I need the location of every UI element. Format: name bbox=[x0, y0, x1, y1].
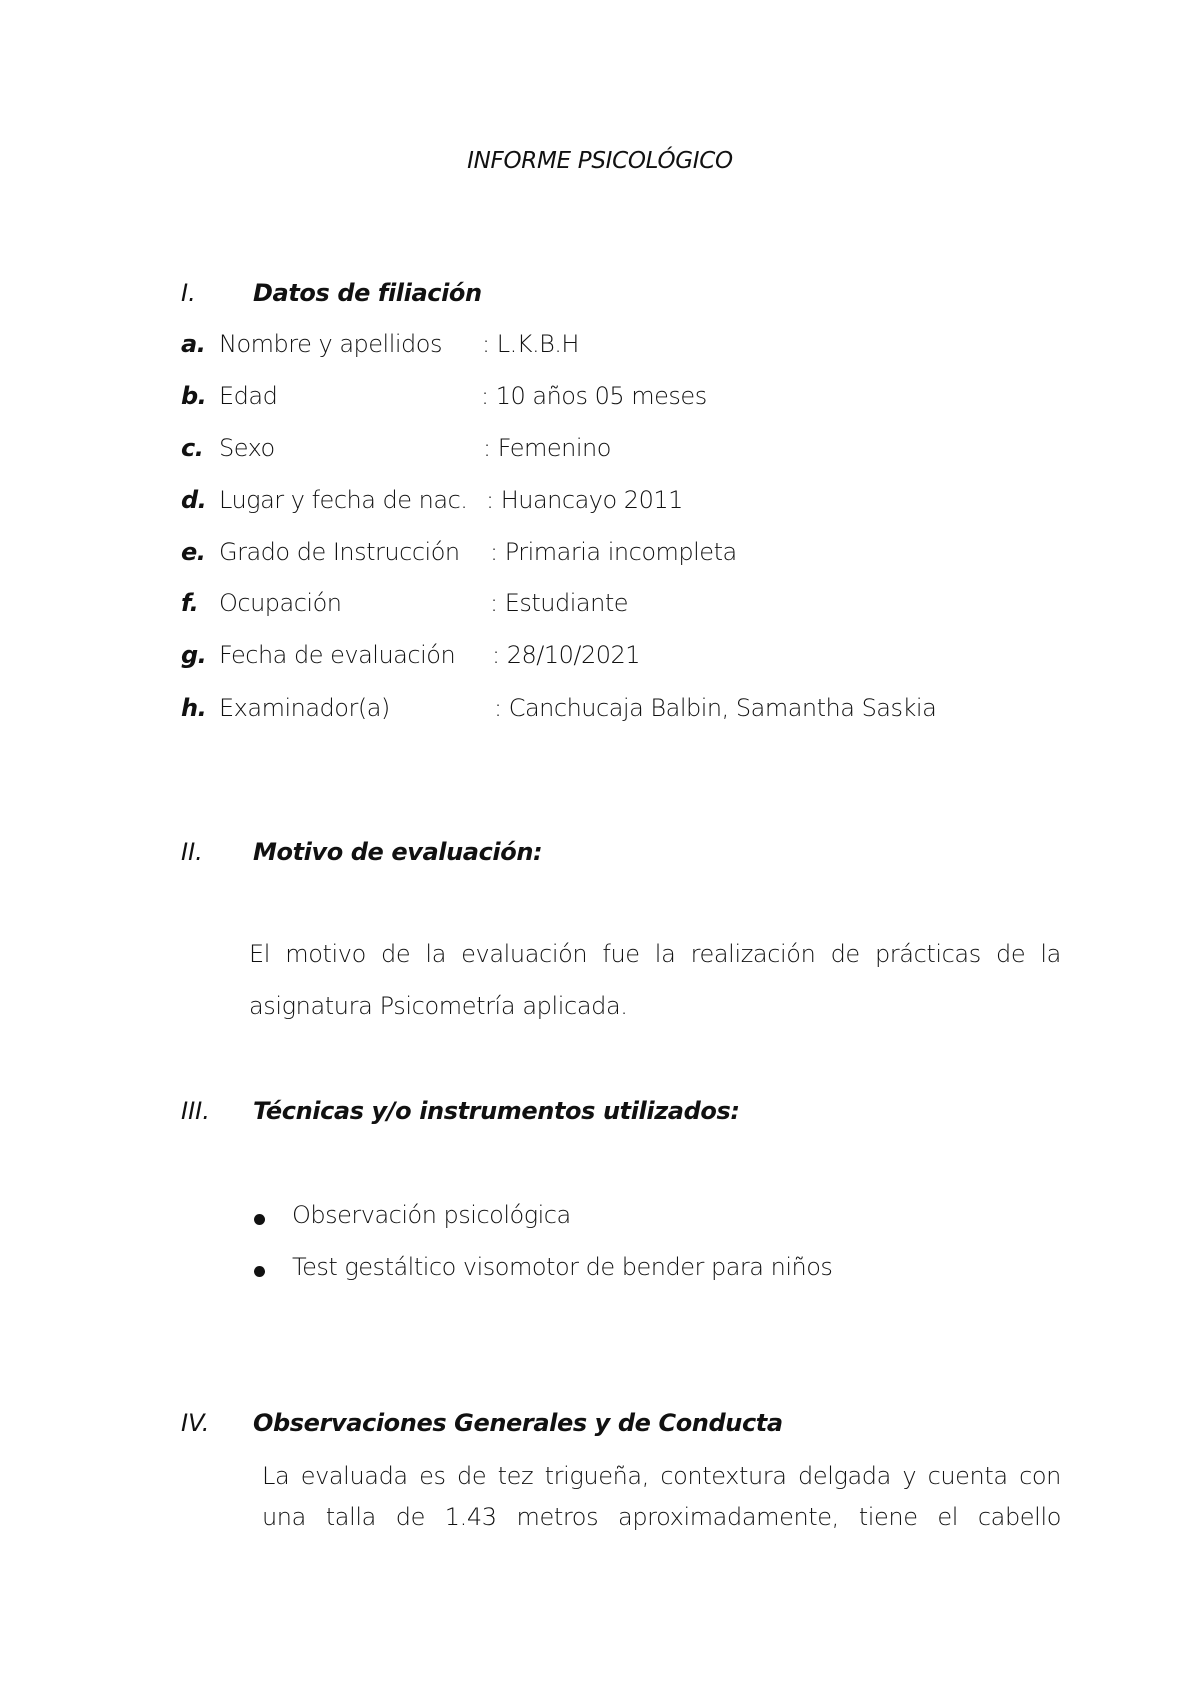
row-value: : Huancayo 2011 bbox=[486, 486, 683, 514]
row-label: Grado de Instrucción bbox=[219, 538, 460, 566]
row-label: Lugar y fecha de nac. bbox=[219, 486, 468, 514]
row-value: : Primaria incompleta bbox=[490, 538, 737, 566]
filiacion-row bbox=[181, 538, 1081, 572]
observaciones-paragraph-line: una talla de 1.43 metros aproximadamente, tiene el cabello bbox=[262, 1503, 1061, 1531]
section-3-heading: Técnicas y/o instrumentos utilizados: bbox=[253, 1097, 740, 1125]
filiacion-row bbox=[181, 589, 1081, 623]
row-label: Edad bbox=[219, 382, 278, 410]
bullet-icon bbox=[254, 1266, 265, 1277]
row-letter: d. bbox=[181, 486, 207, 514]
row-value: : L.K.B.H bbox=[482, 330, 579, 358]
filiacion-row bbox=[181, 486, 1081, 520]
row-label: Examinador(a) bbox=[219, 694, 390, 722]
row-label: Nombre y apellidos bbox=[219, 330, 442, 358]
row-value: : 10 años 05 meses bbox=[481, 382, 707, 410]
list-item-text: Test gestáltico visomotor de bender para niños bbox=[292, 1253, 833, 1281]
row-letter: f. bbox=[181, 589, 199, 617]
row-letter: h. bbox=[181, 694, 207, 722]
row-letter: a. bbox=[181, 330, 206, 358]
observaciones-paragraph-line: La evaluada es de tez trigueña, contextura delgada y cuenta con bbox=[262, 1462, 1061, 1490]
section-3-number: III. bbox=[181, 1097, 210, 1125]
motivo-paragraph-line: asignatura Psicometría aplicada. bbox=[249, 992, 628, 1020]
row-letter: g. bbox=[181, 641, 207, 669]
filiacion-row bbox=[181, 330, 1081, 364]
row-letter: c. bbox=[181, 434, 204, 462]
page-title: INFORME PSICOLÓGICO bbox=[467, 148, 733, 174]
filiacion-row bbox=[181, 641, 1081, 675]
row-letter: b. bbox=[181, 382, 207, 410]
section-1-number: I. bbox=[181, 279, 196, 307]
row-value: : Femenino bbox=[483, 434, 611, 462]
motivo-paragraph-line: El motivo de la evaluación fue la realización de prácticas de la bbox=[249, 940, 1061, 968]
filiacion-row bbox=[181, 434, 1081, 468]
section-4-heading: Observaciones Generales y de Conducta bbox=[253, 1409, 783, 1437]
row-letter: e. bbox=[181, 538, 206, 566]
row-label: Sexo bbox=[219, 434, 275, 462]
section-1-heading: Datos de filiación bbox=[253, 279, 482, 307]
row-label: Fecha de evaluación bbox=[219, 641, 456, 669]
row-value: : Canchucaja Balbin, Samantha Saskia bbox=[494, 694, 937, 722]
row-value: : 28/10/2021 bbox=[492, 641, 641, 669]
row-label: Ocupación bbox=[219, 589, 342, 617]
filiacion-row bbox=[181, 382, 1081, 416]
row-value: : Estudiante bbox=[490, 589, 628, 617]
list-item-text: Observación psicológica bbox=[292, 1201, 571, 1229]
filiacion-row bbox=[181, 694, 1081, 728]
section-2-heading: Motivo de evaluación: bbox=[253, 838, 543, 866]
section-2-number: II. bbox=[181, 838, 203, 866]
section-4-number: IV. bbox=[181, 1409, 210, 1437]
bullet-icon bbox=[254, 1214, 265, 1225]
